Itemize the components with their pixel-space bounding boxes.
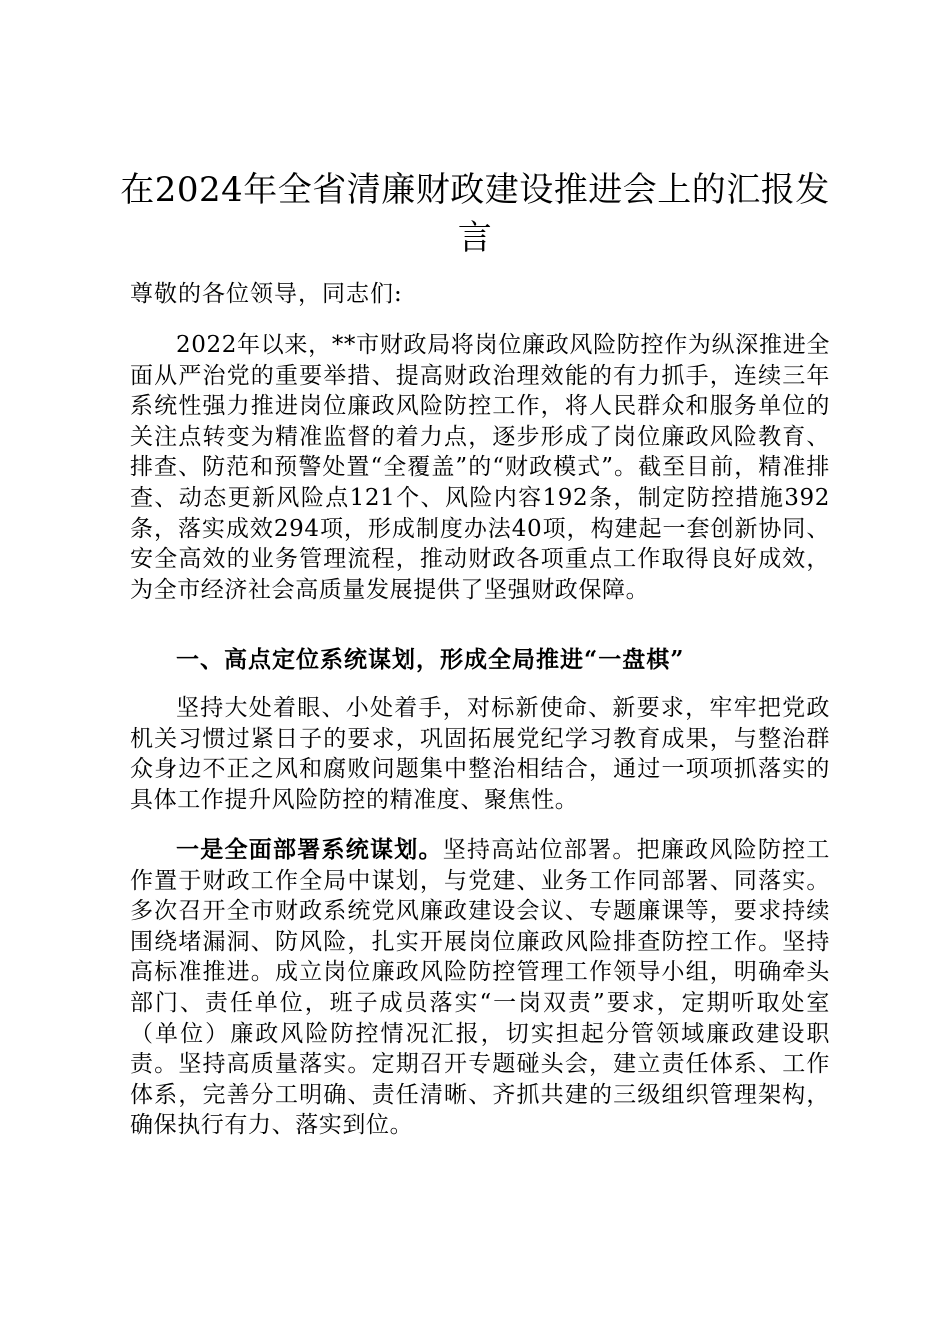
document-title: 在2024年全省清廉财政建设推进会上的汇报发言 [120,170,830,258]
paragraph-intro: 2022年以来，**市财政局将岗位廉政风险防控作为纵深推进全面从严治党的重要举措、提高财政治理效能的有力抓手，连续三年系统性强力推进岗位廉政风险防控工作，将人民群众和服务单位的关注点转变为精准监督的着力点，逐步形成了岗位廉政风险教育、排查、防范和预警处置“全覆盖”的“财政模式”。截至目前，精准排查、动态更新风险点121个、风险内容192条，制定防控措施392条，落实成效294项，形成制度办法40项，构建起一套创新协同、安全高效的业务管理流程，推动财政各项重点工作取得良好成效，为全市经济社会高质量发展提供了坚强财政保障。 [130,332,830,603]
paragraph-section-1: 坚持大处着眼、小处着手，对标新使命、新要求，牢牢把党政机关习惯过紧日子的要求，巩固拓展党纪学习教育成果，与整治群众身边不正之风和腐败问题集中整治相结合，通过一项项抓落实的具体工作提升风险防控的精准度、聚焦性。 [130,695,830,813]
paragraph-item-1-body: 坚持高站位部署。把廉政风险防控工作置于财政工作全局中谋划，与党建、业务工作同部署、同落实。多次召开全市财政系统党风廉政建设会议、专题廉课等，要求持续围绕堵漏洞、防风险，扎实开展岗位廉政风险排查防控工作。坚持高标准推进。成立岗位廉政风险防控管理工作领导小组，明确牵头部门、责任单位，班子成员落实“一岗双责”要求，定期听取处室（单位）廉政风险防控情况汇报，切实担起分管领域廉政建设职责。坚持高质量落实。定期召开专题碰头会，建立责任体系、工作体系，完善分工明确、责任清晰、齐抓共建的三级组织管理架构，确保执行有力、落实到位。 [130,837,830,1139]
section-heading-1: 一、高点定位系统谋划，形成全局推进“一盘棋” [176,646,685,673]
paragraph-item-1 [130,835,830,1141]
greeting: 尊敬的各位领导，同志们: [130,281,403,307]
paragraph-item-1-lead: 一是全面部署系统谋划。 [176,836,443,863]
